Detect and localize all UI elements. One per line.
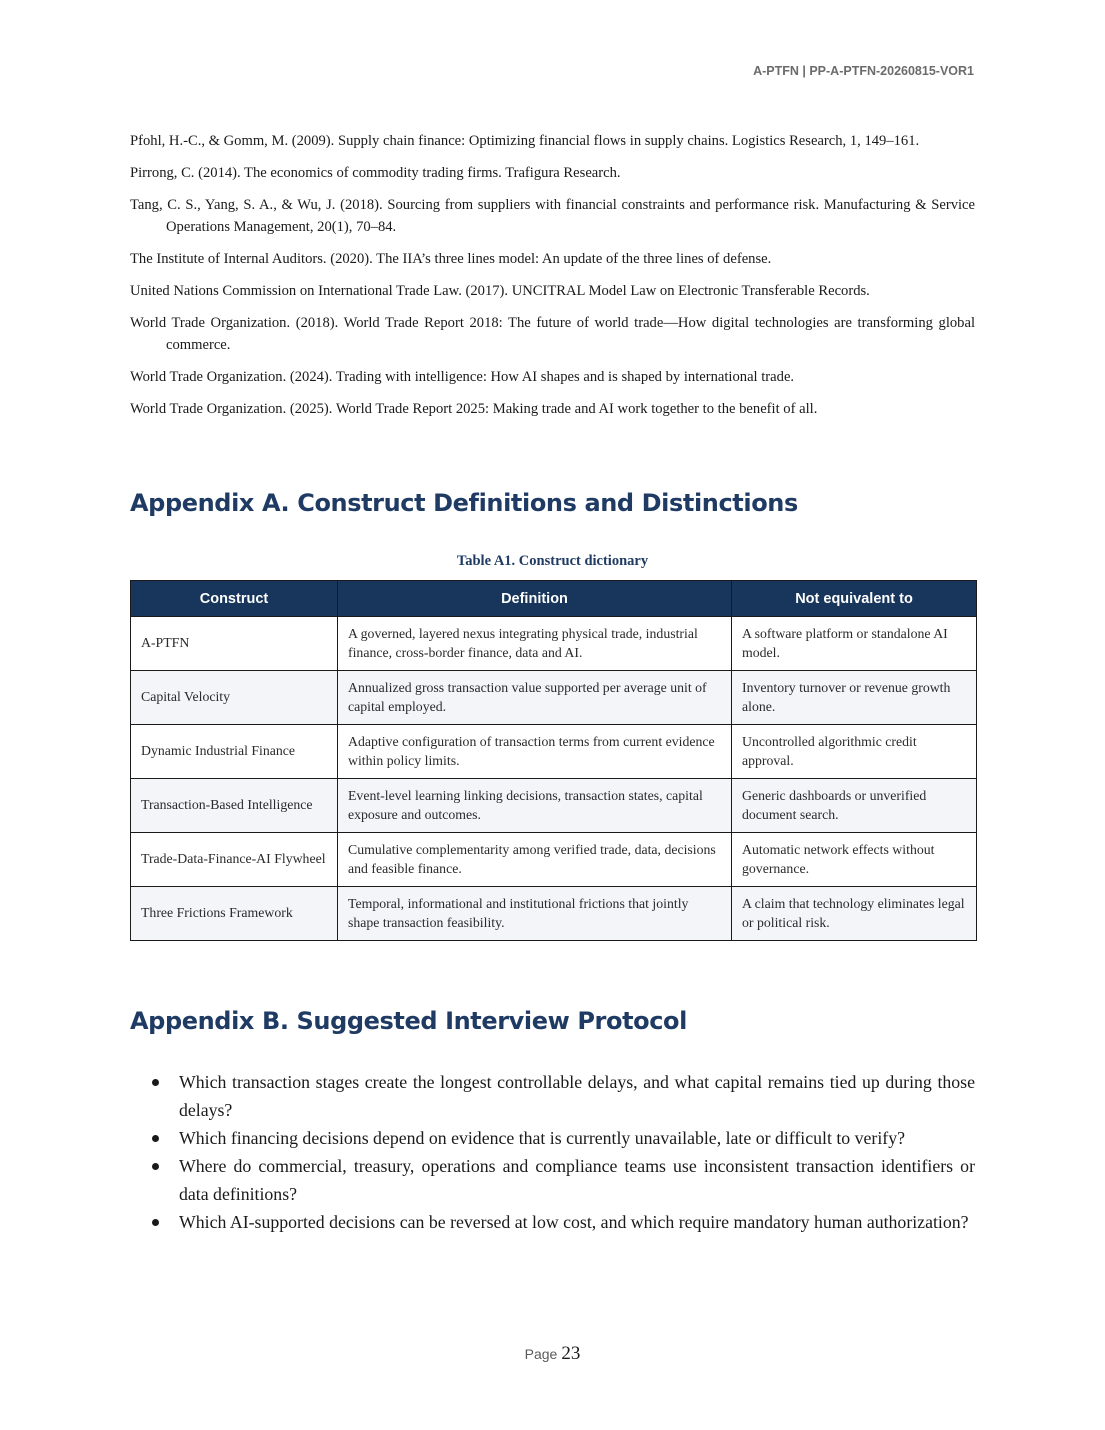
- construct-cell: Dynamic Industrial Finance: [131, 725, 338, 779]
- not-equivalent-cell: Inventory turnover or revenue growth alone.: [732, 671, 977, 725]
- definition-cell: Annualized gross transaction value supported per average unit of capital employed.: [338, 671, 732, 725]
- bullet-icon: [152, 1219, 159, 1226]
- bullet-icon: [152, 1079, 159, 1086]
- list-item: [130, 1124, 975, 1152]
- bullet-icon: [152, 1163, 159, 1170]
- list-item: [130, 1068, 975, 1124]
- question-text: Which transaction stages create the longest controllable delays, and what capital remains tied up during those delays?: [179, 1072, 975, 1120]
- document-id-header: A-PTFN | PP-A-PTFN-20260815-VOR1: [753, 64, 974, 78]
- definition-cell: Cumulative complementarity among verified trade, data, decisions and feasible finance.: [338, 833, 732, 887]
- not-equivalent-cell: A claim that technology eliminates legal or political risk.: [732, 887, 977, 941]
- construct-dictionary-table: [130, 580, 977, 941]
- not-equivalent-cell: Uncontrolled algorithmic credit approval.: [732, 725, 977, 779]
- reference-entry: Pfohl, H.-C., & Gomm, M. (2009). Supply chain finance: Optimizing financial flows in supply chains. Logistics Research, 1, 149–161.: [130, 133, 920, 149]
- column-header-not-equivalent: Not equivalent to: [732, 581, 977, 617]
- table-row: [131, 833, 977, 887]
- construct-cell: Three Frictions Framework: [131, 887, 338, 941]
- page-label: Page: [524, 1346, 558, 1362]
- reference-list: [130, 130, 975, 430]
- reference-entry: World Trade Organization. (2018). World Trade Report 2018: The future of world trade—How digital technologies are transforming global commerce.: [130, 315, 975, 353]
- construct-cell: Transaction-Based Intelligence: [131, 779, 338, 833]
- list-item: [130, 1208, 975, 1236]
- construct-cell: Trade-Data-Finance-AI Flywheel: [131, 833, 338, 887]
- table-row: [131, 617, 977, 671]
- question-text: Which AI-supported decisions can be reversed at low cost, and which require mandatory human authorization?: [179, 1212, 969, 1232]
- construct-cell: A-PTFN: [131, 617, 338, 671]
- list-item: [130, 1152, 975, 1208]
- reference-entry: The Institute of Internal Auditors. (2020). The IIA’s three lines model: An update of the three lines of defense.: [130, 251, 772, 267]
- table-header-row: [131, 581, 977, 617]
- question-text: Where do commercial, treasury, operations and compliance teams use inconsistent transaction identifiers or data definitions?: [179, 1156, 975, 1204]
- table-row: [131, 887, 977, 941]
- question-text: Which financing decisions depend on evidence that is currently unavailable, late or difficult to verify?: [179, 1128, 905, 1148]
- column-header-definition: Definition: [338, 581, 732, 617]
- column-header-construct: Construct: [131, 581, 338, 617]
- page-number: 23: [561, 1343, 581, 1364]
- definition-cell: Event-level learning linking decisions, transaction states, capital exposure and outcomes.: [338, 779, 732, 833]
- not-equivalent-cell: Automatic network effects without governance.: [732, 833, 977, 887]
- not-equivalent-cell: A software platform or standalone AI model.: [732, 617, 977, 671]
- reference-entry: World Trade Organization. (2025). World Trade Report 2025: Making trade and AI work together to the benefit of all.: [130, 401, 818, 417]
- construct-cell: Capital Velocity: [131, 671, 338, 725]
- definition-cell: A governed, layered nexus integrating physical trade, industrial finance, cross-border finance, data and AI.: [338, 617, 732, 671]
- appendix-b-heading: Appendix B. Suggested Interview Protocol: [130, 1007, 687, 1035]
- interview-question-list: [130, 1068, 975, 1236]
- reference-entry: World Trade Organization. (2024). Trading with intelligence: How AI shapes and is shaped by international trade.: [130, 369, 795, 385]
- appendix-a-heading: Appendix A. Construct Definitions and Distinctions: [130, 489, 798, 517]
- reference-entry: United Nations Commission on International Trade Law. (2017). UNCITRAL Model Law on Electronic Transferable Records.: [130, 283, 870, 299]
- reference-entry: Tang, C. S., Yang, S. A., & Wu, J. (2018). Sourcing from suppliers with financial constraints and performance risk. Manufacturing & Service Operations Management, 20(1), 70–84.: [130, 197, 975, 235]
- table-row: [131, 725, 977, 779]
- not-equivalent-cell: Generic dashboards or unverified document search.: [732, 779, 977, 833]
- table-row: [131, 779, 977, 833]
- bullet-icon: [152, 1135, 159, 1142]
- table-row: [131, 671, 977, 725]
- table-caption: Table A1. Construct dictionary: [456, 553, 649, 569]
- definition-cell: Temporal, informational and institutional frictions that jointly shape transaction feasibility.: [338, 887, 732, 941]
- definition-cell: Adaptive configuration of transaction terms from current evidence within policy limits.: [338, 725, 732, 779]
- page-footer: [0, 1343, 1105, 1365]
- reference-entry: Pirrong, C. (2014). The economics of commodity trading firms. Trafigura Research.: [130, 165, 621, 181]
